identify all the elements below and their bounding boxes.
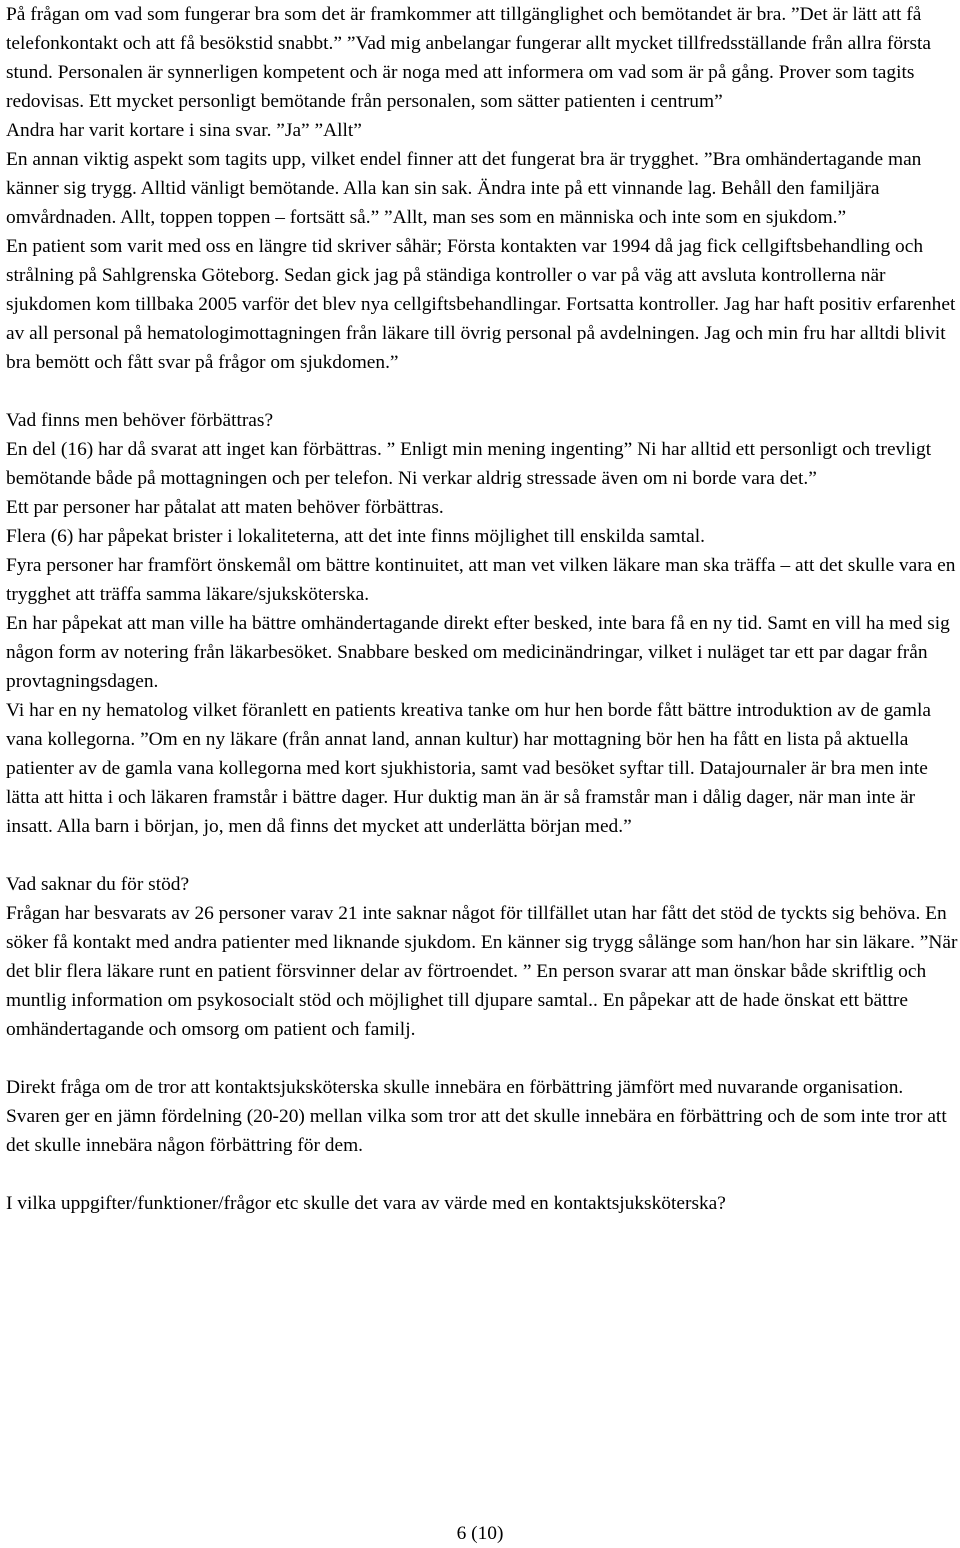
spacer bbox=[6, 1160, 958, 1189]
contact-nurse-paragraph: Direkt fråga om de tror att kontaktsjuksköterska skulle innebära en förbättring jämfört med nuvarande organisation. Svaren ger en jämn fördelning (20-20) mellan vilka som tror att det skulle innebära en förbättring och de som inte tror att det skulle innebära någon förbättring för dem. bbox=[6, 1077, 947, 1156]
document-page bbox=[6, 0, 958, 1218]
improvement-hematologist-paragraph: Vi har en ny hematolog vilket föranlett en patients kreativa tanke om hur hen borde fått bättre introduktion av de gamla vana kollegorna. ”Om en ny läkare (från annat land, annan kultur) har mottagning bör hen ha fått en lista på aktuella patienter av de gamla vana kollegorna med kort sjukhistoria, samt vad besöket syftar till. Datajournaler är bra men inte lätta att hitta i och läkaren framstår i bättre dager. Hur duktig man än är så framstår man i dålig dager, när man inte är insatt. Alla barn i början, jo, men då finns det mycket att underlätta början med.” bbox=[6, 700, 931, 837]
improvement-premises-paragraph: Flera (6) har påpekat brister i lokaliteterna, att det inte finns möjlighet till enskilda samtal. bbox=[6, 526, 705, 547]
intro-paragraph: På frågan om vad som fungerar bra som det är framkommer att tillgänglighet och bemötandet är bra. ”Det är lätt att få telefonkontakt och att få besökstid snabbt.” ”Vad mig anbelangar fungerar allt mycket tillfredsställande från allra första stund. Personalen är synnerligen kompetent och är noga med att informera om vad som är på gång. Prover som tagits redovisas. Ett mycket personligt bemötande från personalen, som sätter patienten i centrum” bbox=[6, 4, 932, 112]
short-answers-paragraph: Andra har varit kortare i sina svar. ”Ja” ”Allt” bbox=[6, 120, 362, 141]
support-paragraph: Frågan har besvarats av 26 personer varav 21 inte saknar något för tillfället utan har fått det stöd de tyckts sig behöva. En söker få kontakt med andra patienter med liknande sjukdom. En känner sig trygg sålänge som han/hon har sin läkare. ”När det blir flera läkare runt en patient försvinner delar av förtroendet. ” En person svarar att man önskar både skriftlig och muntlig information om psykosocialt stöd och möjlighet till djupare samtal.. En påpekar att de hade önskat ett bättre omhändertagande och omsorg om patient och familj. bbox=[6, 903, 958, 1040]
improvement-heading: Vad finns men behöver förbättras? bbox=[6, 410, 274, 431]
improvement-care-paragraph: En har påpekat att man ville ha bättre omhändertagande direkt efter besked, inte bara få en ny tid. Samt en vill ha med sig någon form av notering från läkarbesöket. Snabbare besked om medicinändringar, vilket i nuläget tar ett par dagar från provtagningsdagen. bbox=[6, 613, 950, 692]
improvement-food-paragraph: Ett par personer har påtalat att maten behöver förbättras. bbox=[6, 497, 444, 518]
final-question: I vilka uppgifter/funktioner/frågor etc skulle det vara av värde med en kontaktsjuksköterska? bbox=[6, 1193, 726, 1214]
improvement-continuity-paragraph: Fyra personer har framfört önskemål om bättre kontinuitet, att man vet vilken läkare man ska träffa – att det skulle vara en trygghet att träffa samma läkare/sjuksköterska. bbox=[6, 555, 956, 605]
spacer bbox=[6, 1044, 958, 1073]
patient-story-paragraph: En patient som varit med oss en längre tid skriver såhär; Första kontakten var 1994 då jag fick cellgiftsbehandling och strålning på Sahlgrenska Göteborg. Sedan gick jag på ständiga kontroller o var på väg att avsluta kontrollerna när sjukdomen kom tillbaka 2005 varför det blev nya cellgiftsbehandlingar. Fortsatta kontroller. Jag har haft positiv erfarenhet av all personal på hematologimottagningen från läkare till övrig personal på avdelningen. Jag och min fru har alltdi blivit bra bemött och fått svar på frågor om sjukdomen.” bbox=[6, 236, 956, 373]
support-heading: Vad saknar du för stöd? bbox=[6, 874, 190, 895]
spacer bbox=[6, 841, 958, 870]
page-number: 6 (10) bbox=[456, 1523, 504, 1544]
spacer bbox=[6, 377, 958, 406]
improvement-none-paragraph: En del (16) har då svarat att inget kan förbättras. ” Enligt min mening ingenting” Ni har alltid ett personligt och trevligt bemötande både på mottagningen och per telefon. Ni verkar aldrig stressade även om ni borde vara det.” bbox=[6, 439, 932, 489]
safety-paragraph: En annan viktig aspekt som tagits upp, vilket endel finner att det fungerat bra är trygghet. ”Bra omhändertagande man känner sig trygg. Alltid vänligt bemötande. Alla kan sin sak. Ändra inte på ett vinnande lag. Behåll den familjära omvårdnaden. Allt, toppen toppen – fortsätt så.” ”Allt, man ses som en människa och inte som en sjukdom.” bbox=[6, 149, 922, 228]
